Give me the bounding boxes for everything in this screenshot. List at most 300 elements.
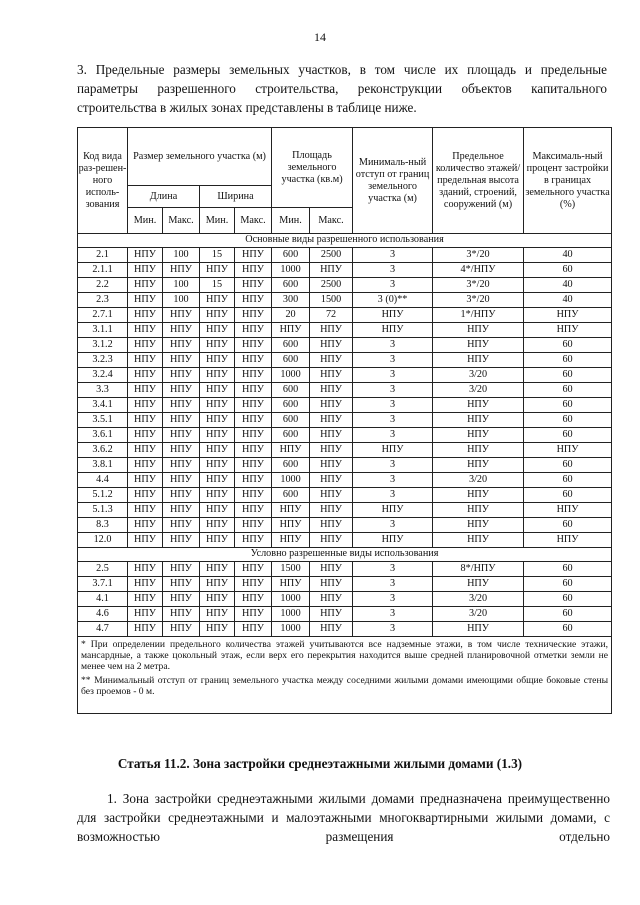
- table-cell: 600: [272, 383, 310, 398]
- table-cell: НПУ: [163, 607, 200, 622]
- table-cell: 3.6.2: [78, 443, 128, 458]
- table-cell: НПУ: [235, 398, 272, 413]
- table-cell: 3.8.1: [78, 458, 128, 473]
- table-cell: НПУ: [310, 622, 353, 637]
- table-cell: НПУ: [163, 443, 200, 458]
- table-cell: 4.7: [78, 622, 128, 637]
- table-cell: НПУ: [433, 323, 524, 338]
- table-cell: 3: [353, 518, 433, 533]
- header-floors: Предельное количество этажей/ предельная высота зданий, строений, сооружений (м): [433, 128, 524, 234]
- table-cell: НПУ: [200, 607, 235, 622]
- table-cell: 3.2.3: [78, 353, 128, 368]
- table-cell: НПУ: [310, 488, 353, 503]
- table-cell: НПУ: [310, 413, 353, 428]
- table-cell: 4.6: [78, 607, 128, 622]
- footnote-2: ** Минимальный отступ от границ земельного участка между соседними жилыми домами имеющими общие боковые стены без проемов - 0 м.: [81, 674, 609, 697]
- table-cell: НПУ: [310, 562, 353, 577]
- table-cell: НПУ: [163, 263, 200, 278]
- table-cell: НПУ: [310, 533, 353, 548]
- table-cell: НПУ: [200, 533, 235, 548]
- table-cell: НПУ: [235, 278, 272, 293]
- table-cell: НПУ: [200, 353, 235, 368]
- table-cell: 4.1: [78, 592, 128, 607]
- table-row: [78, 622, 612, 637]
- table-cell: НПУ: [128, 248, 163, 263]
- table-cell: 1*/НПУ: [433, 308, 524, 323]
- header-length-max: Макс.: [163, 208, 200, 234]
- table-cell: НПУ: [200, 428, 235, 443]
- table-cell: 600: [272, 413, 310, 428]
- table-cell: НПУ: [163, 398, 200, 413]
- table-cell: НПУ: [163, 622, 200, 637]
- table-cell: 3: [353, 383, 433, 398]
- table-cell: НПУ: [235, 443, 272, 458]
- table-cell: НПУ: [235, 577, 272, 592]
- table-row: [78, 503, 612, 518]
- table-row: [78, 278, 612, 293]
- table-cell: 1000: [272, 592, 310, 607]
- table-cell: 1500: [310, 293, 353, 308]
- table-cell: 3: [353, 353, 433, 368]
- table-cell: НПУ: [272, 323, 310, 338]
- table-cell: 3: [353, 398, 433, 413]
- table-body: [78, 234, 612, 548]
- table-cell: НПУ: [200, 368, 235, 383]
- table-cell: 2.1: [78, 248, 128, 263]
- table-header: [78, 128, 612, 234]
- table-cell: НПУ: [433, 353, 524, 368]
- table-cell: 600: [272, 353, 310, 368]
- table-row: [78, 473, 612, 488]
- table-cell: НПУ: [128, 622, 163, 637]
- table-cell: НПУ: [200, 263, 235, 278]
- table-row: [78, 383, 612, 398]
- table-cell: 3/20: [433, 383, 524, 398]
- table-cell: НПУ: [433, 338, 524, 353]
- table-cell: НПУ: [235, 413, 272, 428]
- table-cell: 600: [272, 398, 310, 413]
- table-cell: 60: [524, 518, 612, 533]
- table-cell: НПУ: [310, 263, 353, 278]
- table-cell: НПУ: [310, 503, 353, 518]
- table-cell: НПУ: [235, 353, 272, 368]
- table-cell: НПУ: [163, 473, 200, 488]
- table-cell: НПУ: [524, 503, 612, 518]
- table-cell: 3: [353, 488, 433, 503]
- table-cell: НПУ: [235, 383, 272, 398]
- table-cell: НПУ: [163, 308, 200, 323]
- table-cell: НПУ: [128, 398, 163, 413]
- table-cell: 600: [272, 338, 310, 353]
- table-cell: НПУ: [235, 488, 272, 503]
- table-cell: 3: [353, 562, 433, 577]
- table-cell: 100: [163, 278, 200, 293]
- table-cell: НПУ: [128, 338, 163, 353]
- table-cell: 3 (0)**: [353, 293, 433, 308]
- table-cell: 60: [524, 353, 612, 368]
- table-cell: 3: [353, 428, 433, 443]
- table-cell: 2500: [310, 248, 353, 263]
- table-cell: НПУ: [433, 428, 524, 443]
- table-cell: 12.0: [78, 533, 128, 548]
- table-cell: 60: [524, 577, 612, 592]
- table-row: [78, 413, 612, 428]
- table-cell: НПУ: [310, 607, 353, 622]
- table-cell: 3.3: [78, 383, 128, 398]
- section-conditional-title: Условно разрешенные виды использования: [78, 548, 612, 562]
- land-parameters-table: [77, 127, 612, 714]
- table-cell: НПУ: [235, 248, 272, 263]
- table-cell: 72: [310, 308, 353, 323]
- table-cell: НПУ: [163, 592, 200, 607]
- table-cell: НПУ: [272, 533, 310, 548]
- table-cell: НПУ: [200, 488, 235, 503]
- table-cell: 60: [524, 368, 612, 383]
- table-cell: НПУ: [310, 428, 353, 443]
- header-code: Код вида раз-решен-ного исполь-зования: [78, 128, 128, 234]
- table-cell: НПУ: [235, 562, 272, 577]
- table-cell: НПУ: [235, 263, 272, 278]
- table-cell: 3: [353, 622, 433, 637]
- table-cell: 2.3: [78, 293, 128, 308]
- table-cell: НПУ: [163, 533, 200, 548]
- table-cell: 4*/НПУ: [433, 263, 524, 278]
- table-cell: 5.1.2: [78, 488, 128, 503]
- table-cell: НПУ: [163, 518, 200, 533]
- table-cell: НПУ: [433, 533, 524, 548]
- table-cell: НПУ: [200, 293, 235, 308]
- header-width-min: Мин.: [200, 208, 235, 234]
- table-cell: НПУ: [433, 503, 524, 518]
- table-cell: НПУ: [353, 503, 433, 518]
- table-cell: 3: [353, 577, 433, 592]
- table-cell: НПУ: [235, 533, 272, 548]
- table-cell: НПУ: [310, 458, 353, 473]
- section-row-main: [78, 234, 612, 248]
- table-cell: 5.1.3: [78, 503, 128, 518]
- table-cell: НПУ: [163, 428, 200, 443]
- table-cell: 3: [353, 248, 433, 263]
- table-cell: 3.6.1: [78, 428, 128, 443]
- table-cell: НПУ: [128, 518, 163, 533]
- header-width-max: Макс.: [235, 208, 272, 234]
- table-cell: НПУ: [200, 518, 235, 533]
- table-cell: НПУ: [128, 428, 163, 443]
- table-cell: НПУ: [272, 503, 310, 518]
- table-cell: 3.5.1: [78, 413, 128, 428]
- table-cell: 40: [524, 278, 612, 293]
- table-cell: НПУ: [433, 488, 524, 503]
- table-cell: 1500: [272, 562, 310, 577]
- table-cell: НПУ: [433, 518, 524, 533]
- intro-paragraph: [77, 60, 607, 117]
- table-cell: НПУ: [200, 323, 235, 338]
- table-row: [78, 293, 612, 308]
- table-cell: НПУ: [128, 488, 163, 503]
- table-cell: 60: [524, 622, 612, 637]
- table-cell: НПУ: [128, 533, 163, 548]
- table-cell: 600: [272, 488, 310, 503]
- table-cell: НПУ: [353, 533, 433, 548]
- table-cell: 3*/20: [433, 248, 524, 263]
- table-cell: 15: [200, 248, 235, 263]
- header-coverage: Максималь-ный процент застройки в границах земельного участка (%): [524, 128, 612, 234]
- table-cell: НПУ: [128, 607, 163, 622]
- article-paragraph: [77, 789, 610, 846]
- table-cell: 60: [524, 592, 612, 607]
- table-cell: НПУ: [200, 383, 235, 398]
- table-cell: 3.2.4: [78, 368, 128, 383]
- table-cell: 3/20: [433, 473, 524, 488]
- table-cell: НПУ: [310, 323, 353, 338]
- table-cell: 8*/НПУ: [433, 562, 524, 577]
- table-cell: 40: [524, 293, 612, 308]
- table-cell: НПУ: [235, 308, 272, 323]
- table-cell: НПУ: [163, 503, 200, 518]
- table-cell: НПУ: [163, 338, 200, 353]
- table-cell: НПУ: [128, 323, 163, 338]
- header-area: Площадь земельного участка (кв.м): [272, 128, 353, 208]
- footnote-1: * При определении предельного количества этажей учитываются все надземные этажи, в том числе технические этажи, мансардные, а также цокольный этаж, если верх его перекрытия находится выше средней планировочной отметки земли не менее чем на 2 метра.: [81, 639, 609, 673]
- table-cell: НПУ: [128, 308, 163, 323]
- table-cell: 600: [272, 428, 310, 443]
- table-cell: 1000: [272, 368, 310, 383]
- table-row: [78, 308, 612, 323]
- table-row: [78, 577, 612, 592]
- table-cell: НПУ: [200, 503, 235, 518]
- table-cell: 60: [524, 473, 612, 488]
- table-cell: НПУ: [310, 443, 353, 458]
- table-row: [78, 488, 612, 503]
- table-cell: НПУ: [200, 592, 235, 607]
- table-cell: НПУ: [310, 473, 353, 488]
- table-cell: НПУ: [128, 592, 163, 607]
- table-cell: 3: [353, 458, 433, 473]
- table-body-conditional: [78, 548, 612, 637]
- article-text: 1. Зона застройки среднеэтажными жилыми домами предназначена преимущественно для застройки среднеэтажными и малоэтажными многоквартирными жилыми домами, с возможностью размещения отдельно: [77, 791, 610, 844]
- table-cell: 60: [524, 458, 612, 473]
- table-cell: НПУ: [200, 458, 235, 473]
- table-cell: 2500: [310, 278, 353, 293]
- table-row: [78, 607, 612, 622]
- table-cell: 3.1.1: [78, 323, 128, 338]
- table-row: [78, 368, 612, 383]
- table-cell: НПУ: [272, 577, 310, 592]
- table-cell: НПУ: [235, 503, 272, 518]
- table-cell: 3: [353, 263, 433, 278]
- table-cell: 3: [353, 368, 433, 383]
- table-cell: НПУ: [235, 338, 272, 353]
- table-cell: 3: [353, 607, 433, 622]
- table-cell: 4.4: [78, 473, 128, 488]
- table-cell: 100: [163, 248, 200, 263]
- table-cell: НПУ: [353, 323, 433, 338]
- table-cell: 20: [272, 308, 310, 323]
- table-row: [78, 443, 612, 458]
- table-cell: 3: [353, 473, 433, 488]
- table-cell: НПУ: [200, 577, 235, 592]
- table-cell: НПУ: [128, 413, 163, 428]
- table-cell: НПУ: [128, 383, 163, 398]
- table-cell: 3: [353, 413, 433, 428]
- table-cell: 3*/20: [433, 293, 524, 308]
- table-cell: НПУ: [310, 518, 353, 533]
- table-cell: НПУ: [310, 577, 353, 592]
- table-cell: НПУ: [128, 353, 163, 368]
- table-cell: НПУ: [524, 323, 612, 338]
- table-cell: НПУ: [163, 488, 200, 503]
- table-cell: 3: [353, 338, 433, 353]
- table-cell: 2.7.1: [78, 308, 128, 323]
- table-cell: НПУ: [235, 368, 272, 383]
- table-cell: НПУ: [200, 562, 235, 577]
- table-row: [78, 353, 612, 368]
- table-cell: 600: [272, 278, 310, 293]
- table-cell: 60: [524, 562, 612, 577]
- table-cell: 100: [163, 293, 200, 308]
- section-main-title: Основные виды разрешенного использования: [78, 234, 612, 248]
- table-cell: НПУ: [433, 458, 524, 473]
- table-cell: НПУ: [235, 622, 272, 637]
- table-cell: 2.5: [78, 562, 128, 577]
- table-cell: НПУ: [272, 443, 310, 458]
- table-cell: 60: [524, 488, 612, 503]
- table-row: [78, 398, 612, 413]
- header-indent: Минималь-ный отступ от границ земельного участка (м): [353, 128, 433, 234]
- table-cell: НПУ: [272, 518, 310, 533]
- table-cell: НПУ: [163, 383, 200, 398]
- table-cell: НПУ: [524, 308, 612, 323]
- table-cell: 60: [524, 607, 612, 622]
- table-cell: НПУ: [353, 443, 433, 458]
- table-row: [78, 562, 612, 577]
- table-cell: НПУ: [200, 308, 235, 323]
- table-cell: НПУ: [200, 622, 235, 637]
- table-row: [78, 458, 612, 473]
- table-cell: 60: [524, 263, 612, 278]
- table-cell: НПУ: [128, 263, 163, 278]
- table-cell: 3/20: [433, 592, 524, 607]
- table-cell: НПУ: [200, 473, 235, 488]
- table-notes: [78, 637, 612, 714]
- table-cell: НПУ: [128, 278, 163, 293]
- table-cell: 300: [272, 293, 310, 308]
- header-area-max: Макс.: [310, 208, 353, 234]
- table-cell: НПУ: [163, 577, 200, 592]
- intro-text: 3. Предельные размеры земельных участков, в том числе их площадь и предельные параметры разрешенного строительства, реконструкции объектов капитального строительства в жилых зонах представлены в таблице ниже.: [77, 62, 607, 115]
- table-row: [78, 323, 612, 338]
- table-cell: 600: [272, 458, 310, 473]
- table-cell: 2.2: [78, 278, 128, 293]
- table-cell: НПУ: [128, 473, 163, 488]
- table-cell: НПУ: [310, 592, 353, 607]
- table-cell: НПУ: [310, 383, 353, 398]
- table-cell: НПУ: [310, 353, 353, 368]
- table-cell: НПУ: [524, 533, 612, 548]
- table-cell: 600: [272, 248, 310, 263]
- table-row: [78, 248, 612, 263]
- table-cell: НПУ: [163, 413, 200, 428]
- section-row-conditional: [78, 548, 612, 562]
- table-footnotes: [78, 637, 612, 714]
- table-cell: НПУ: [310, 398, 353, 413]
- table-cell: НПУ: [200, 398, 235, 413]
- table-cell: 8.3: [78, 518, 128, 533]
- table-cell: 1000: [272, 607, 310, 622]
- table-cell: НПУ: [128, 443, 163, 458]
- table-cell: 3: [353, 592, 433, 607]
- table-cell: НПУ: [353, 308, 433, 323]
- table-row: [78, 533, 612, 548]
- table-cell: 60: [524, 383, 612, 398]
- table-cell: 3.7.1: [78, 577, 128, 592]
- table-row: [78, 338, 612, 353]
- header-width: Ширина: [200, 186, 272, 208]
- table-cell: НПУ: [310, 368, 353, 383]
- table-row: [78, 518, 612, 533]
- header-length: Длина: [128, 186, 200, 208]
- table-cell: 40: [524, 248, 612, 263]
- table-cell: НПУ: [128, 458, 163, 473]
- page-number: 14: [314, 30, 326, 44]
- table-cell: НПУ: [128, 577, 163, 592]
- table-cell: НПУ: [433, 443, 524, 458]
- table-cell: 1000: [272, 473, 310, 488]
- table-cell: 60: [524, 428, 612, 443]
- table-cell: НПУ: [235, 473, 272, 488]
- table-cell: 3/20: [433, 607, 524, 622]
- table-row: [78, 428, 612, 443]
- table-cell: 60: [524, 413, 612, 428]
- table-cell: НПУ: [235, 323, 272, 338]
- header-area-min: Мин.: [272, 208, 310, 234]
- table-cell: НПУ: [235, 428, 272, 443]
- table-cell: НПУ: [200, 443, 235, 458]
- table-cell: НПУ: [163, 353, 200, 368]
- table-cell: 3*/20: [433, 278, 524, 293]
- table-cell: НПУ: [235, 293, 272, 308]
- table-cell: НПУ: [433, 398, 524, 413]
- table-cell: НПУ: [433, 413, 524, 428]
- table-cell: НПУ: [163, 368, 200, 383]
- table-cell: НПУ: [433, 622, 524, 637]
- table-cell: 3/20: [433, 368, 524, 383]
- table-cell: 3.4.1: [78, 398, 128, 413]
- table-cell: НПУ: [235, 592, 272, 607]
- table-cell: НПУ: [163, 323, 200, 338]
- table-cell: НПУ: [163, 562, 200, 577]
- article-title: Статья 11.2. Зона застройки среднеэтажными жилыми домами (1.3): [117, 756, 523, 771]
- header-length-min: Мин.: [128, 208, 163, 234]
- table-cell: НПУ: [235, 518, 272, 533]
- table-cell: НПУ: [200, 413, 235, 428]
- table-row: [78, 592, 612, 607]
- header-size: Размер земельного участка (м): [128, 128, 272, 186]
- table-cell: НПУ: [163, 458, 200, 473]
- table-cell: 15: [200, 278, 235, 293]
- table-cell: 2.1.1: [78, 263, 128, 278]
- table-cell: НПУ: [310, 338, 353, 353]
- table-cell: 60: [524, 398, 612, 413]
- table-cell: НПУ: [128, 293, 163, 308]
- table-cell: 3.1.2: [78, 338, 128, 353]
- table-cell: 1000: [272, 263, 310, 278]
- table-cell: НПУ: [128, 503, 163, 518]
- table-cell: НПУ: [433, 577, 524, 592]
- table-cell: НПУ: [524, 443, 612, 458]
- table-cell: НПУ: [235, 458, 272, 473]
- table-cell: НПУ: [235, 607, 272, 622]
